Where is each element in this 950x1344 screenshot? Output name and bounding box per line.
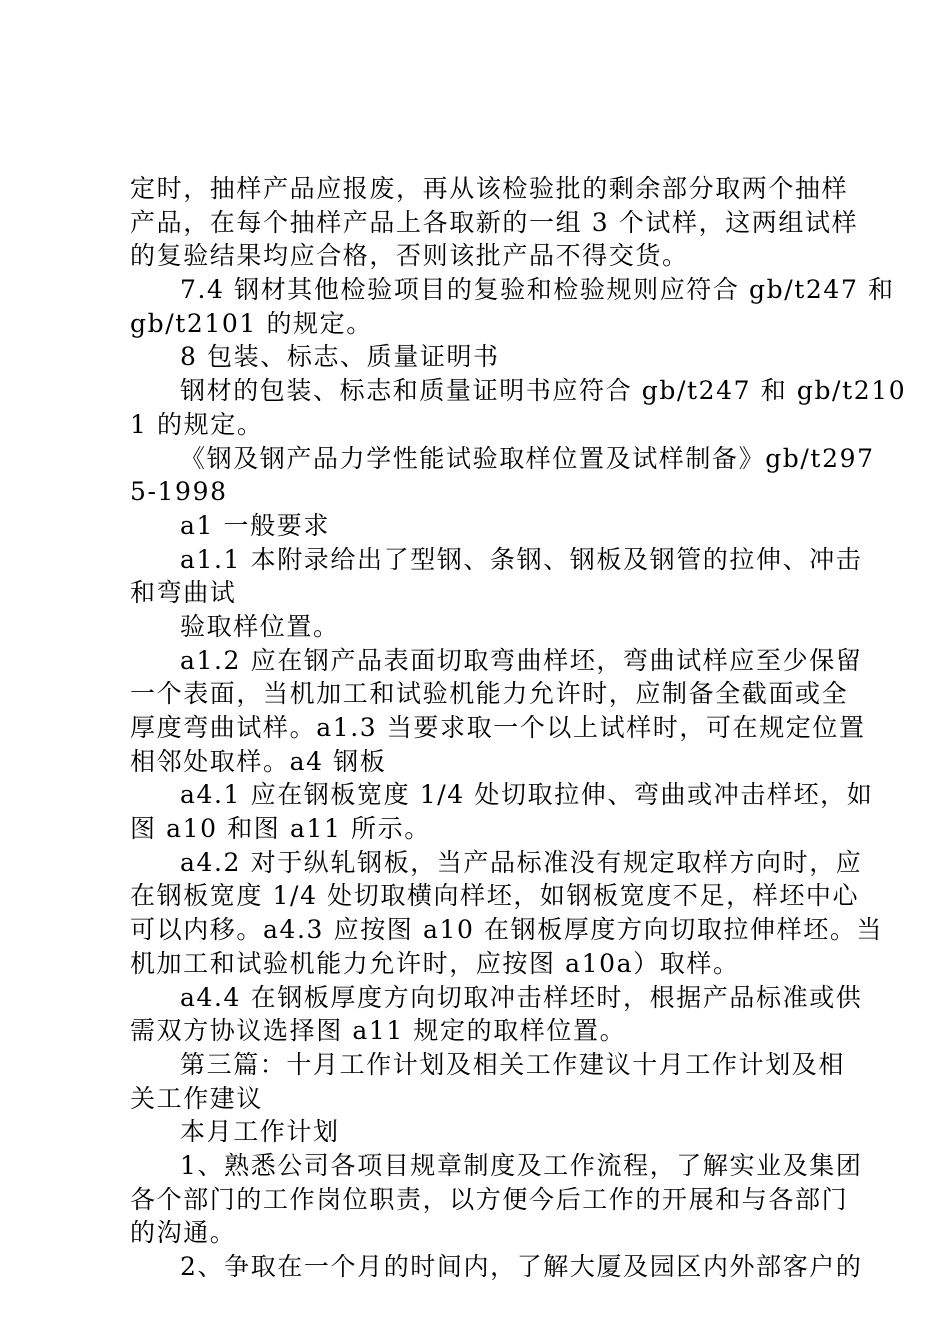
document-body [130, 172, 907, 1284]
text-line: 关工作建议 [130, 1083, 264, 1113]
text-line: 图 a10 和图 a11 所示。 [130, 814, 431, 844]
text-line: 机加工和试验机能力允许时，应按图 a10a）取样。 [130, 948, 740, 978]
text-line: 定时，抽样产品应报废，再从该检验批的剩余部分取两个抽样 [130, 174, 849, 203]
text-line: 验取样位置。 [180, 611, 340, 641]
text-line: a1 一般要求 [180, 510, 330, 540]
text-line: 一个表面，当机加工和试验机能力允许时，应制备全截面或全 [130, 679, 849, 709]
text-line: 在钢板宽度 1/4 处切取横向样坯，如钢板宽度不足，样坯中心 [130, 881, 860, 911]
text-line: 的复验结果均应合格，否则该批产品不得交货。 [130, 241, 689, 271]
text-line: 相邻处取样。a4 钢板 [130, 746, 387, 776]
text-line: 需双方协议选择图 a11 规定的取样位置。 [130, 1016, 627, 1046]
text-line: 的沟通。 [130, 1218, 237, 1248]
text-line: a4.1 应在钢板宽度 1/4 处切取拉伸、弯曲或冲击样坯，如 [180, 780, 874, 810]
text-line: 7.4 钢材其他检验项目的复验和检验规则应符合 gb/t247 和 [180, 275, 895, 305]
text-line: 可以内移。a4.3 应按图 a10 在钢板厚度方向切取拉伸样坯。当 [130, 915, 884, 945]
text-line: a4.2 对于纵轧钢板，当产品标准没有规定取样方向时，应 [180, 847, 863, 877]
text-line: 本月工作计划 [180, 1117, 340, 1147]
text-line: 1、熟悉公司各项目规章制度及工作流程，了解实业及集团 [180, 1150, 863, 1180]
text-line: 厚度弯曲试样。a1.3 当要求取一个以上试样时，可在规定位置 [130, 713, 866, 742]
text-line: 和弯曲试 [130, 578, 237, 608]
text-line: 《钢及钢产品力学性能试验取样位置及试样制备》gb/t297 [180, 443, 875, 473]
text-line: 产品，在每个抽样产品上各取新的一组 3 个试样，这两组试样 [130, 207, 859, 237]
text-line: 钢材的包装、标志和质量证明书应符合 gb/t247 和 gb/t210 [180, 376, 907, 406]
text-line: 1 的规定。 [130, 409, 264, 439]
text-line: a1.2 应在钢产品表面切取弯曲样坯，弯曲试样应至少保留 [180, 645, 863, 675]
text-line: a4.4 在钢板厚度方向切取冲击样坯时，根据产品标准或供 [180, 982, 863, 1012]
text-line: gb/t2101 的规定。 [130, 308, 373, 338]
text-line: 各个部门的工作岗位职责，以方便今后工作的开展和与各部门 [130, 1184, 849, 1214]
text-line: a1.1 本附录给出了型钢、条钢、钢板及钢管的拉伸、冲击 [180, 544, 863, 574]
text-line: 第三篇：十月工作计划及相关工作建议十月工作计划及相 [180, 1049, 846, 1079]
text-line: 5-1998 [130, 477, 228, 507]
text-line: 2、争取在一个月的时间内，了解大厦及园区内外部客户的 [180, 1252, 863, 1281]
text-line: 8 包装、标志、质量证明书 [180, 342, 500, 372]
